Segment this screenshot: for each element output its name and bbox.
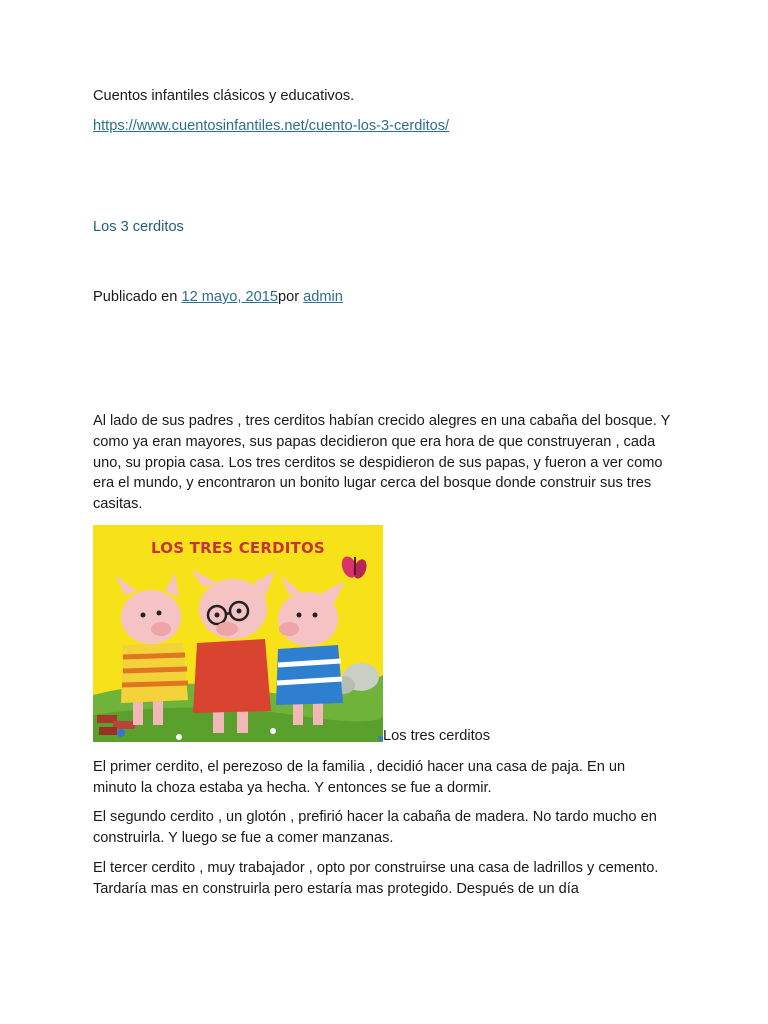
byline — [93, 287, 343, 308]
site-subtitle: Cuentos infantiles clásicos y educativos. — [93, 88, 355, 104]
paragraph-third-pig: El tercer cerdito , muy trabajador , opto por construirse una casa de ladrillos y cemento. Tardaría mas en construirla pero estaría mas protegido. Después de un día — [93, 860, 659, 897]
story-title: Los 3 cerditos — [93, 219, 184, 235]
three-little-pigs-illustration — [93, 525, 383, 742]
source-url-link[interactable]: https://www.cuentosinfantiles.net/cuento-los-3-cerditos/ — [93, 118, 450, 134]
author-link[interactable]: admin — [303, 289, 343, 305]
paragraph-first-pig: El primer cerdito, el perezoso de la familia , decidió hacer una casa de paja. En un minuto la choza estaba ya hecha. Y entonces se fue a dormir. — [93, 759, 626, 796]
byline-prefix: Publicado en — [93, 289, 182, 305]
paragraph-intro: Al lado de sus padres , tres cerditos habían crecido alegres en una cabaña del bosque. Y como ya eran mayores, sus papas decidieron que era hora de que construyeran , cada uno, su propia casa. Los tres cerditos se despidieron de sus papas, y fueron a ver como era el mundo, y encontraron un bonito lugar cerca del bosque donde construir sus tres casitas. — [93, 413, 671, 513]
paragraph-second-pig: El segundo cerdito , un glotón , prefirió hacer la cabaña de madera. No tardo mucho en construirla. Y luego se fue a comer manzanas. — [93, 809, 657, 846]
image-caption: Los tres cerditos — [383, 728, 491, 744]
byline-by: por — [278, 289, 304, 305]
source-link-row — [93, 116, 449, 137]
publish-date-link[interactable]: 12 mayo, 2015 — [181, 289, 279, 305]
illustration-title: LOS TRES CERDITOS — [151, 539, 325, 557]
